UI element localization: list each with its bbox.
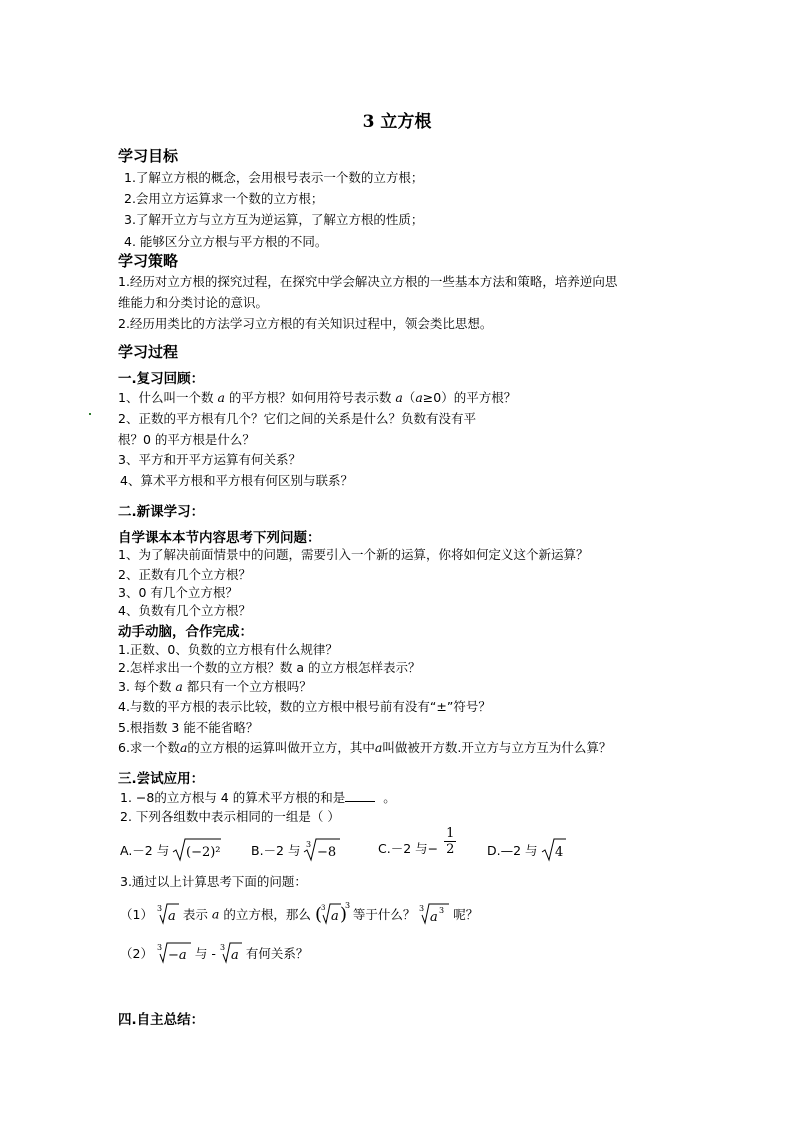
summary-heading: 四.自主总结： <box>118 1012 205 1028</box>
sqrt-symbol <box>173 838 221 862</box>
review-question-1: 1、什么叫一个数 a 的平方根？如何用符号表示数 a（a≥0）的平方根？ <box>118 390 517 405</box>
review-question-4: 4、算术平方根和平方根有何区别与联系？ <box>120 473 353 488</box>
application-heading: 三.尝试应用： <box>118 771 205 787</box>
strategy-line: 1.经历对立方根的探究过程，在探究中学会解决立方根的一些基本方法和策略，培养逆向思 <box>118 274 618 289</box>
self-study-item: 3、0 有几个立方根？ <box>118 585 238 600</box>
radicand: a <box>330 909 339 924</box>
radicand: a <box>430 910 439 925</box>
application-question-1: 1. −8的立方根与 4 的算术平方根的和是 。 <box>120 790 396 805</box>
goal-item: 2.会用立方运算求一个数的立方根； <box>124 191 324 206</box>
process-heading: 学习过程 <box>118 343 179 361</box>
margin-dot <box>89 413 91 415</box>
root-index: 3 <box>320 904 326 912</box>
strategy-line: 维能力和分类讨论的意识。 <box>118 295 269 310</box>
goals-heading: 学习目标 <box>118 147 179 165</box>
root-index: 3 <box>306 840 312 849</box>
review-heading: 一.复习回顾： <box>118 371 205 387</box>
option-b-expression: −8 <box>317 845 337 860</box>
self-study-item: 2、正数有几个立方根？ <box>118 567 251 582</box>
cube-root-of-a-cubed <box>419 903 449 925</box>
root-index: 3 <box>156 904 163 913</box>
fraction-numerator: 1 <box>446 826 455 841</box>
review-question-3: 3、平方和开平方运算有何关系？ <box>118 452 301 467</box>
new-lesson-heading: 二.新课学习： <box>118 504 205 520</box>
strategy-line: 2.经历用类比的方法学习立方根的有关知识过程中，领会类比思想。 <box>118 316 493 331</box>
cube-root-neg-a <box>157 942 191 964</box>
radicand: a <box>167 909 176 924</box>
cooperation-item-6: 6.求一个数a的立方根的运算叫做开立方，其中a叫做被开方数.开立方与立方互为什么算？ <box>118 740 612 755</box>
fraction-denominator: 2 <box>446 842 455 857</box>
cube-root-a <box>220 942 242 964</box>
option-b: B.－2 与 3 −8 <box>251 838 340 862</box>
page-title: 3 立方根 <box>362 112 432 132</box>
option-d-expression: 4 <box>554 845 563 860</box>
root-index: 3 <box>156 943 163 952</box>
option-d: D.—2 与 4 <box>487 838 566 862</box>
cube-root-a-cubed-paren <box>315 902 349 926</box>
option-a: A.－2 与 (−2)² <box>120 838 221 862</box>
goal-item: 4. 能够区分立方根与平方根的不同。 <box>124 234 328 249</box>
problem-2: （2） 3 −a 与 - 3 a 有何关系？ <box>120 943 309 963</box>
radicand: −a <box>167 948 187 963</box>
review-question-2: 2、正数的平方根有几个？它们之间的关系是什么？负数有没有平 <box>118 411 476 426</box>
svg-text:(: ( <box>314 904 322 925</box>
cooperation-item-2: 2.怎样求出一个数的立方根？数 a 的立方根怎样表示？ <box>118 660 421 675</box>
sqrt-symbol <box>542 838 566 862</box>
answer-blank <box>345 789 375 802</box>
review-question-2-cont: 根？0 的平方根是什么？ <box>118 432 255 447</box>
self-study-heading: 自学课本本节内容思考下列问题： <box>118 530 321 546</box>
cooperation-item-3: 3. 每个数 a 都只有一个立方根吗？ <box>118 679 312 694</box>
cooperation-item-5: 5.根指数 3 能不能省略？ <box>118 720 259 735</box>
application-question-2: 2. 下列各组数中表示相同的一组是（ ） <box>120 809 340 824</box>
option-c: C.－2 与− $\frac{1}{2}$ <box>378 826 455 857</box>
exponent: 3 <box>439 906 445 915</box>
application-question-3: 3.通过以上计算思考下面的问题： <box>120 874 307 889</box>
cube-root-a <box>157 903 179 925</box>
radicand: a <box>230 948 239 963</box>
option-a-expression: (−2)² <box>186 845 221 860</box>
cooperation-heading: 动手动脑，合作完成： <box>118 624 253 640</box>
strategy-heading: 学习策略 <box>118 252 179 270</box>
problem-1: （1） 3 a 表示 a 的立方根，那么 ( 3 a ) 3 等于什么？ 3 a 3 呢？ <box>120 901 479 925</box>
cooperation-item-1: 1.正数、0、负数的立方根有什么规律？ <box>118 642 338 657</box>
exponent: 3 <box>344 901 350 910</box>
svg-text:): ) <box>339 904 347 925</box>
goal-item: 1.了解立方根的概念，会用根号表示一个数的立方根； <box>124 170 424 185</box>
root-index: 3 <box>419 904 425 913</box>
self-study-item: 4、负数有几个立方根？ <box>118 603 251 618</box>
root-index: 3 <box>219 943 225 952</box>
self-study-item: 1、为了解决前面情景中的问题，需要引入一个新的运算，你将如何定义这个新运算？ <box>118 547 589 562</box>
cube-root-symbol <box>304 838 340 862</box>
goal-item: 3.了解开立方与立方互为逆运算，了解立方根的性质； <box>124 212 424 227</box>
cooperation-item-4: 4.与数的平方根的表示比较，数的立方根中根号前有没有“±”符号？ <box>118 699 491 714</box>
